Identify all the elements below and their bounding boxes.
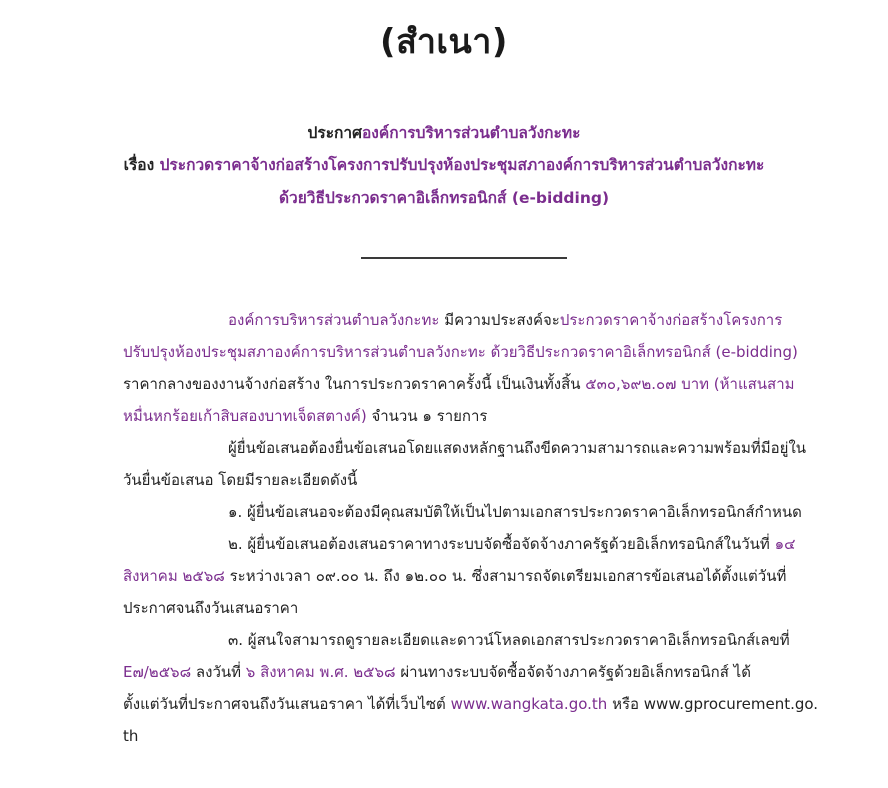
body-text: จำนวน ๑ รายการ (366, 407, 488, 425)
body-line: th (123, 727, 139, 745)
method-heading: ด้วยวิธีประกวดราคาอิเล็กทรอนิกส์ (e-bidding) (278, 189, 610, 207)
list-item (228, 534, 795, 554)
project-name: ประกวดราคาจ้างก่อสร้างโครงการ (559, 311, 783, 329)
body-text: ๒. ผู้ยื่นข้อเสนอต้องเสนอราคาทางระบบจัดซื้อจัดจ้างภาครัฐด้วยอิเล็กทรอนิกส์ในวันที่ (228, 535, 775, 553)
body-text: มีความประสงค์จะ (439, 311, 560, 329)
organization-name: องค์การบริหารส่วนตำบลวังกะทะ (361, 124, 581, 142)
subject-heading (0, 152, 888, 177)
list-item: ๑. ผู้ยื่นข้อเสนอจะต้องมีคุณสมบัติให้เป็นไปตามเอกสารประกวดราคาอิเล็กทรอนิกส์กำหนด (228, 503, 802, 521)
website-link[interactable]: www.wangkata.go.th (450, 695, 608, 713)
budget-amount-words: หมื่นหกร้อยเก้าสิบสองบาทเจ็ดสตางค์) (123, 407, 367, 425)
divider (361, 257, 567, 259)
body-line: ปรับปรุงห้องประชุมสภาองค์การบริหารส่วนตำบลวังกะทะ ด้วยวิธีประกวดราคาอิเล็กทรอนิกส์ (e-bidding) (123, 343, 798, 361)
body-text: ราคากลางของงานจ้างก่อสร้าง ในการประกวดราคาครั้งนี้ เป็นเงินทั้งสิ้น (123, 375, 586, 393)
body-line: ประกาศจนถึงวันเสนอราคา (123, 599, 299, 617)
announcement-prefix: ประกาศ (307, 124, 362, 142)
body-line (123, 694, 818, 714)
subject-prefix: เรื่อง (123, 156, 160, 174)
list-item: ๓. ผู้สนใจสามารถดูรายละเอียดและดาวน์โหลดเอกสารประกวดราคาอิเล็กทรอนิกส์เลขที่ (228, 631, 790, 649)
bid-date: ๑๔ (774, 535, 796, 553)
body-line (123, 566, 786, 586)
body-text: ลงวันที่ (191, 663, 246, 681)
body-line (123, 374, 795, 394)
body-text: ระหว่างเวลา ๐๙.๐๐ น. ถึง ๑๒.๐๐ น. ซึ่งสามารถจัดเตรียมเอกสารข้อเสนอได้ตั้งแต่วันที่ (224, 567, 787, 585)
body-line: ผู้ยื่นข้อเสนอต้องยื่นข้อเสนอโดยแสดงหลักฐานถึงขีดความสามารถและความพร้อมที่มีอยู่ใน (228, 439, 807, 457)
body-text: ผ่านทางระบบจัดซื้อจัดจ้างภาครัฐด้วยอิเล็กทรอนิกส์ ได้ (395, 663, 751, 681)
body-line (123, 662, 751, 682)
body-line (123, 406, 487, 426)
budget-amount: ๕๓๐,๖๙๒.๐๗ บาท (ห้าแสนสาม (585, 375, 795, 393)
body-text: หรือ www.gprocurement.go. (607, 695, 819, 713)
subject-text: ประกวดราคาจ้างก่อสร้างโครงการปรับปรุงห้องประชุมสภาองค์การบริหารส่วนตำบลวังกะทะ (159, 156, 765, 174)
org-name-inline: องค์การบริหารส่วนตำบลวังกะทะ (228, 311, 440, 329)
copy-title: (สำเนา) (380, 22, 508, 62)
bid-date: สิงหาคม ๒๕๖๘ (123, 567, 225, 585)
document-date: ๖ สิงหาคม พ.ศ. ๒๕๖๘ (245, 663, 396, 681)
body-line (228, 310, 782, 330)
document-number: E๗/๒๕๖๘ (123, 663, 192, 681)
body-text: ตั้งแต่วันที่ประกาศจนถึงวันเสนอราคา ได้ที่เว็บไซต์ (123, 695, 451, 713)
body-line: วันยื่นข้อเสนอ โดยมีรายละเอียดดังนี้ (123, 471, 358, 489)
announcement-heading (0, 120, 888, 145)
